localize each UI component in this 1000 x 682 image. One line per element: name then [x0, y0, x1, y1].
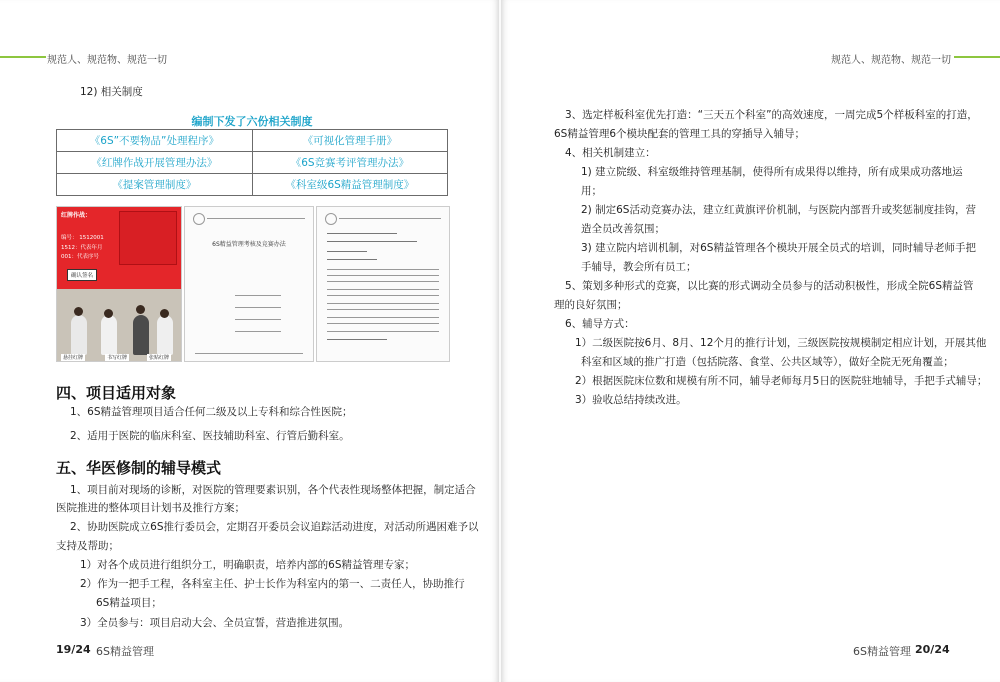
right-page — [501, 0, 1000, 682]
table-row — [57, 174, 448, 196]
red-tag-title: 红牌作战： — [61, 212, 92, 219]
doc-text-line — [327, 251, 367, 252]
document-text-thumbnail — [316, 206, 450, 362]
table-cell: 《6S竞赛考评管理办法》 — [252, 152, 447, 174]
red-tag-board — [57, 207, 181, 289]
doc-text-line — [327, 269, 439, 270]
paragraph-line: 2）根据医院床位数和规模有所不同，辅导老师每月5日的医院驻地辅导，手把手式辅导； — [575, 375, 988, 387]
photo-caption: 张贴红牌 — [149, 355, 170, 361]
header-accent-line — [954, 56, 1000, 58]
paragraph-line: 理的良好氛围； — [554, 299, 628, 311]
paragraph-line: 2、协助医院成立6S推行委员会，定期召开委员会议追踪活动进度，对活动所遇困难予以 — [70, 521, 479, 533]
person-head — [104, 309, 113, 318]
regulations-table — [56, 129, 448, 196]
paragraph-line: 3）验收总结持续改进。 — [575, 394, 687, 406]
page-header: 规范人、规范物、规范一切 — [831, 55, 951, 66]
item-12: 12) 相关制度 — [80, 86, 143, 98]
header-accent-line — [0, 56, 46, 58]
person-head — [74, 307, 83, 316]
paragraph-line: 4、相关机制建立： — [565, 147, 656, 159]
paragraph-line: 6S精益管理6个模块配套的管理工具的穿插导入辅导； — [554, 128, 806, 140]
person-figure — [71, 315, 87, 355]
document-thumbnail — [184, 206, 314, 362]
paragraph-line: 支持及帮助； — [56, 540, 119, 552]
paragraph-line: 6、辅导方式： — [565, 318, 635, 330]
red-tag-photo — [56, 206, 182, 362]
paragraph-line: 用； — [581, 185, 602, 197]
doc-text-line — [327, 303, 439, 304]
doc-text-line — [327, 323, 439, 324]
doc-title: 6S精益管理考核及竞赛办法 — [212, 241, 286, 248]
paragraph-line: 3）全员参与：项目启动大会、全员宣誓，营造推进氛围。 — [80, 617, 350, 629]
paragraph-line: 手辅导，教会所有员工； — [581, 261, 697, 273]
photo-caption: 悬挂红牌 — [63, 355, 84, 361]
doc-rule — [235, 307, 281, 308]
red-tag-line: 1512：代表年月 — [61, 245, 103, 251]
section-5-title: 五、华医修制的辅导模式 — [56, 459, 222, 477]
left-page — [0, 0, 499, 682]
person-figure — [157, 315, 173, 355]
doc-text-line — [327, 295, 439, 296]
table-row — [57, 152, 448, 174]
red-tag-line: 编号： 1512001 — [61, 235, 104, 241]
table-cell: 《提案管理制度》 — [57, 174, 253, 196]
paragraph-line: 医院推进的整体项目计划书及推行方案； — [56, 502, 245, 514]
table-title: 编制下发了六份相关制度 — [191, 115, 313, 128]
page-header: 规范人、规范物、规范一切 — [47, 55, 167, 66]
doc-text-line — [327, 281, 439, 282]
footer-title: 6S精益管理 — [96, 645, 154, 658]
paragraph-line: 2）作为一把手工程，各科室主任、护士长作为科室内的第一、二责任人，协助推行 — [80, 578, 465, 590]
doc-rule — [235, 331, 281, 332]
table-cell: 《科室级6S精益管理制度》 — [252, 174, 447, 196]
paragraph-line: 2) 制定6S活动竞赛办法，建立红黄旗评价机制，与医院内部晋升或奖惩制度挂钩，营 — [581, 204, 976, 216]
doc-text-line — [327, 289, 439, 290]
doc-rule — [235, 295, 281, 296]
page-number: 20/24 — [915, 643, 950, 656]
table-cell: 《6S”不要物品”处理程序》 — [57, 130, 253, 152]
confirm-signature-tag: 确认签名 — [67, 269, 97, 281]
person-head — [160, 309, 169, 318]
table-cell: 《红牌作战开展管理办法》 — [57, 152, 253, 174]
paragraph-line: 3) 建立院内培训机制，对6S精益管理各个模块开展全员式的培训，同时辅导老师手把 — [581, 242, 976, 254]
section-4-item: 1、6S精益管理项目适合任何二级及以上专科和综合性医院； — [70, 406, 353, 418]
doc-rule — [195, 353, 303, 354]
doc-text-line — [327, 309, 439, 310]
doc-rule — [339, 218, 441, 219]
paragraph-line: 6S精益项目； — [96, 597, 162, 609]
doc-rule — [207, 218, 305, 219]
doc-text-line — [327, 275, 439, 276]
section-4-item: 2、适用于医院的临床科室、医技辅助科室、行管后勤科室。 — [70, 430, 350, 442]
person-figure — [133, 315, 149, 355]
paragraph-line: 1）二级医院按6月、8月、12个月的推行计划，三级医院按规模制定相应计划，开展其他 — [575, 337, 987, 349]
paragraph-line: 科室和区域的推广打造（包括院落、食堂、公共区域等），做好全院无死角覆盖； — [581, 356, 954, 368]
red-tag-form — [119, 211, 177, 265]
section-4-title: 四、项目适用对象 — [56, 384, 177, 402]
paragraph-line: 1、项目前对现场的诊断，对医院的管理要素识别，各个代表性现场整体把握，制定适合 — [70, 484, 476, 496]
red-tag-line: 001：代表序号 — [61, 254, 99, 260]
doc-text-line — [327, 259, 377, 260]
page-number: 19/24 — [56, 643, 91, 656]
doc-text-line — [327, 339, 387, 340]
doc-text-line — [327, 331, 439, 332]
paragraph-line: 1) 建立院级、科室级维持管理基制，使得所有成果得以维持，所有成果成功落地运 — [581, 166, 963, 178]
paragraph-line: 3、选定样板科室优先打造：“三天五个科室”的高效速度，一周完成5个样板科室的打造， — [565, 109, 978, 121]
person-head — [136, 305, 145, 314]
person-figure — [101, 315, 117, 355]
doc-rule — [235, 319, 281, 320]
staff-photo — [57, 289, 181, 361]
table-cell: 《可视化管理手册》 — [252, 130, 447, 152]
seal-icon — [325, 213, 337, 225]
paragraph-line: 造全员改善氛围； — [581, 223, 665, 235]
paragraph-line: 5、策划多种形式的竞赛，以比赛的形式调动全员参与的活动积极性，形成全院6S精益管 — [565, 280, 974, 292]
seal-icon — [193, 213, 205, 225]
doc-text-line — [327, 317, 439, 318]
doc-text-line — [327, 241, 417, 242]
photo-caption: 书写红牌 — [107, 355, 128, 361]
table-row — [57, 130, 448, 152]
paragraph-line: 1）对各个成员进行组织分工，明确职责，培养内部的6S精益管理专家； — [80, 559, 416, 571]
footer-title: 6S精益管理 — [853, 645, 911, 658]
doc-text-line — [327, 233, 397, 234]
